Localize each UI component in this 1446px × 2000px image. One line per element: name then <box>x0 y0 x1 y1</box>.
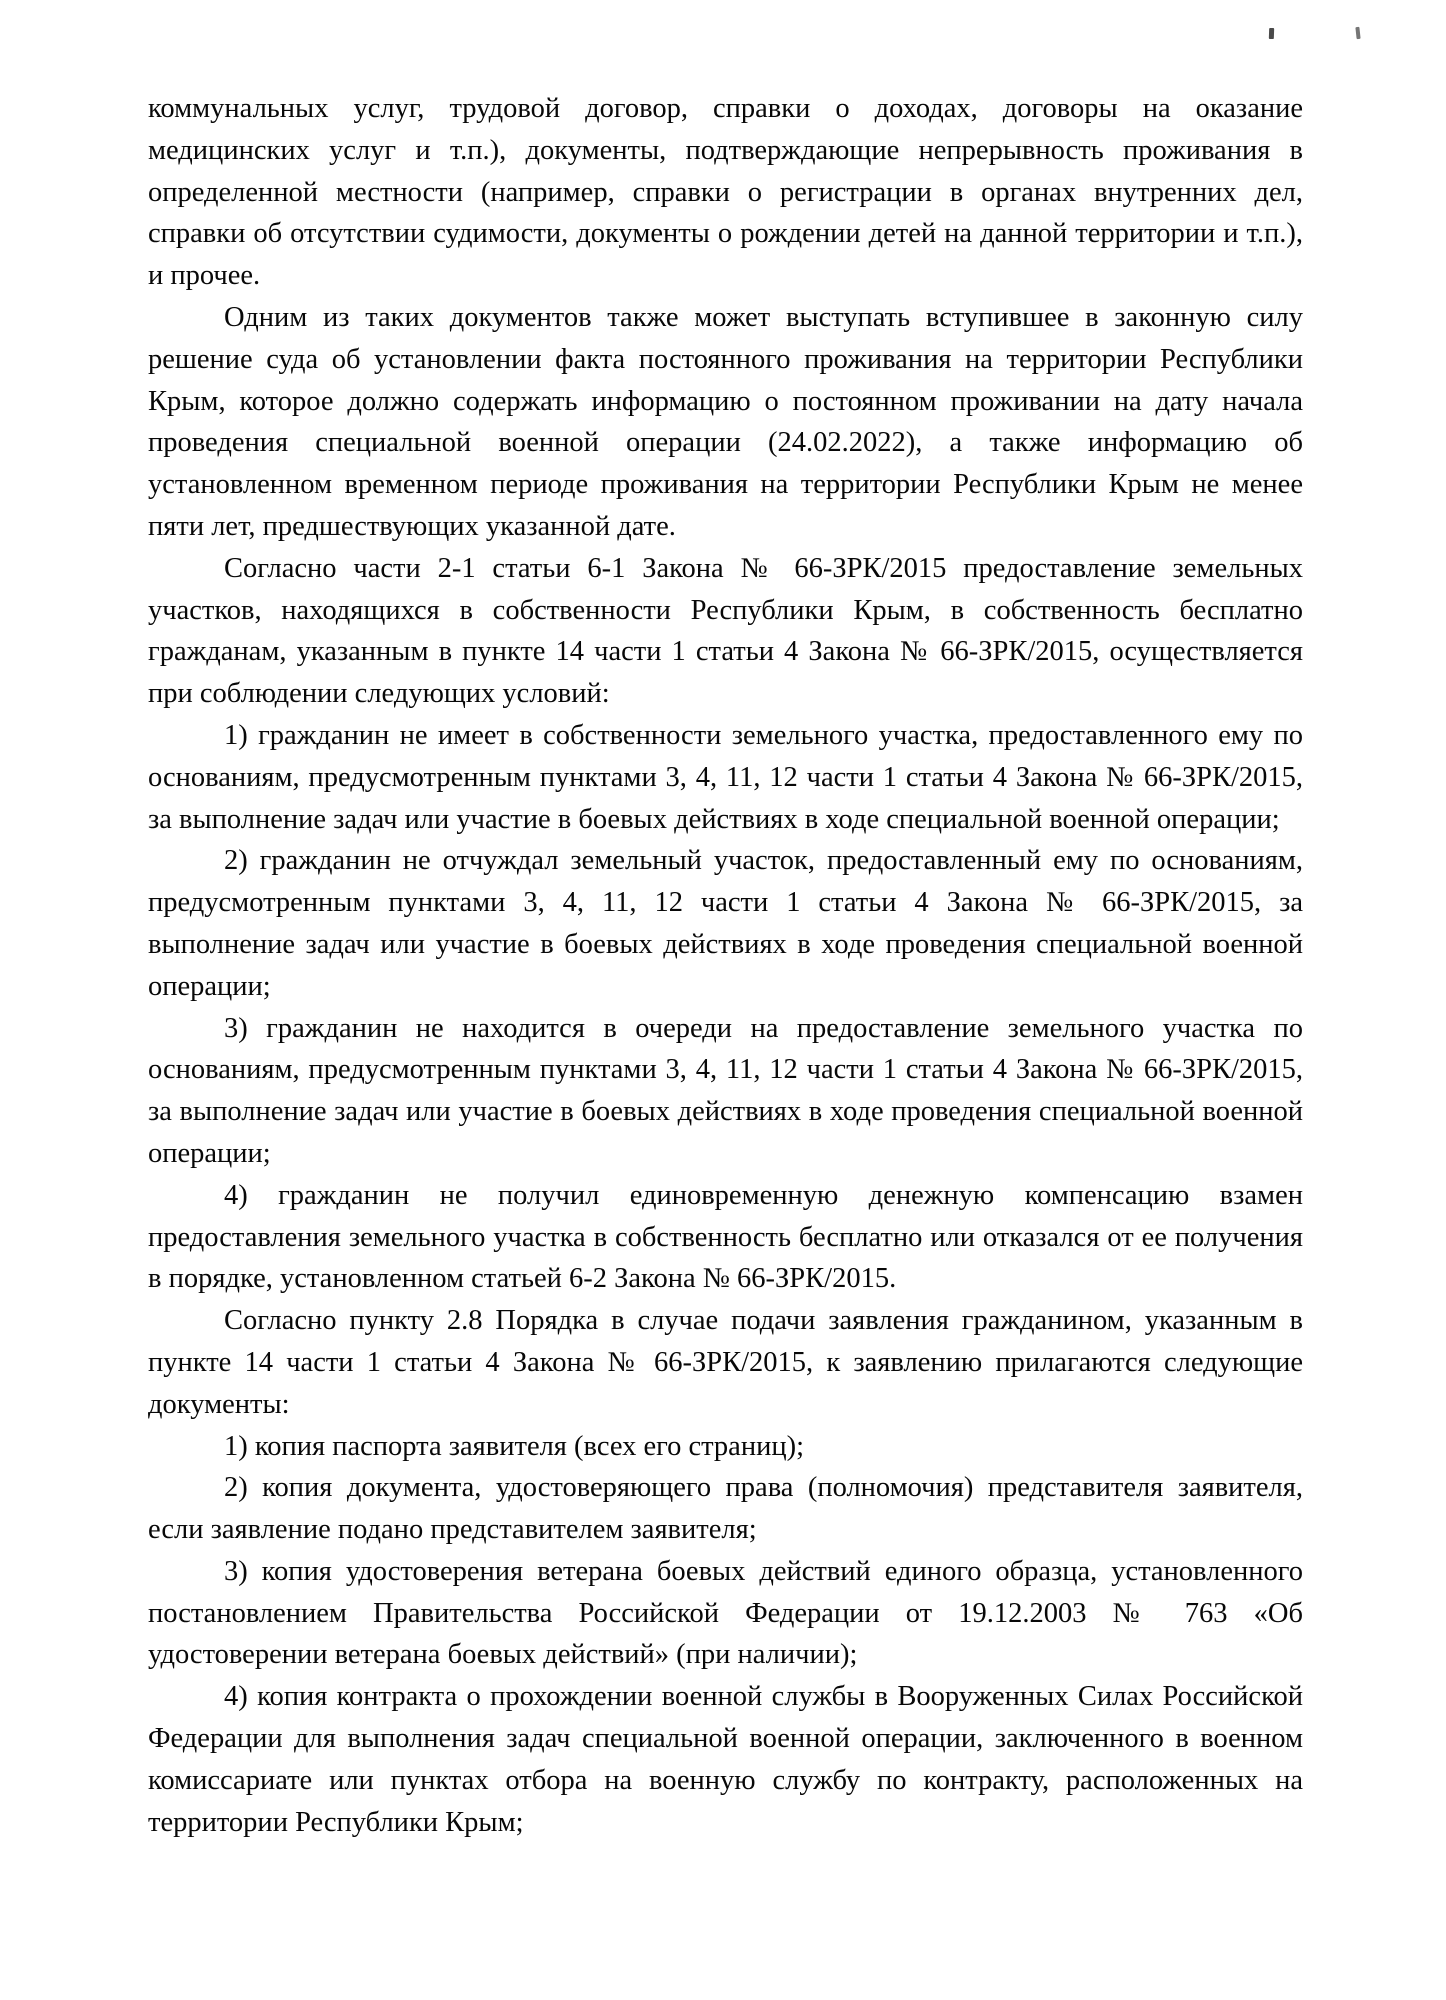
paragraph-court-decision: Одним из таких документов также может выступать вступившее в законную силу решение суда об установлении факта постоянного проживания на территории Республики Крым, которое должно содержать информацию о постоянном проживании на дату начала проведения специальной военной операции (24.02.2022), а также информацию об установленном временном периоде проживания на территории Республики Крым не менее пяти лет, предшествующих указанной дате. <box>148 301 1303 542</box>
paragraph-article-2-1: Согласно части 2-1 статьи 6-1 Закона № 66-ЗРК/2015 предоставление земельных участков, находящихся в собственности Республики Крым, в собственность бесплатно гражданам, указанным в пункте 14 части 1 статьи 4 Закона № 66-ЗРК/2015, осуществляется при соблюдении следующих условий: <box>148 552 1303 710</box>
list-item-condition-1: 1) гражданин не имеет в собственности земельного участка, предоставленного ему по основаниям, предусмотренным пунктами 3, 4, 11, 12 части 1 статьи 4 Закона № 66-ЗРК/2015, за выполнение задач или участие в боевых действиях в ходе специальной военной операции; <box>148 719 1303 835</box>
list-item-document-1: 1) копия паспорта заявителя (всех его страниц); <box>224 1430 804 1462</box>
document-body <box>148 88 1303 1843</box>
paragraph-continuation: коммунальных услуг, трудовой договор, справки о доходах, договоры на оказание медицинских услуг и т.п.), документы, подтверждающие непрерывность проживания в определенной местности (например, справки о регистрации в органах внутренних дел, справки об отсутствии судимости, документы о рождении детей на данной территории и т.п.), и прочее. <box>148 93 1303 292</box>
scan-speck-icon <box>1355 27 1360 39</box>
paragraph-point-2-8: Согласно пункту 2.8 Порядка в случае подачи заявления гражданином, указанным в пункте 14 части 1 статьи 4 Закона № 66-ЗРК/2015, к заявлению прилагаются следующие документы: <box>148 1305 1303 1420</box>
list-item-condition-2: 2) гражданин не отчуждал земельный участок, предоставленный ему по основаниям, предусмотренным пунктами 3, 4, 11, 12 части 1 статьи 4 Закона № 66-ЗРК/2015, за выполнение задач или участие в боевых действиях в ходе проведения специальной военной операции; <box>148 845 1303 1002</box>
scan-speck-icon <box>1269 28 1274 39</box>
list-item-condition-4: 4) гражданин не получил единовременную денежную компенсацию взамен предоставления земельного участка в собственность бесплатно или отказался от ее получения в порядке, установленном статьей 6-2 Закона № 66-ЗРК/2015. <box>148 1179 1303 1295</box>
list-item-condition-3: 3) гражданин не находится в очереди на предоставление земельного участка по основаниям, предусмотренным пунктами 3, 4, 11, 12 части 1 статьи 4 Закона № 66-ЗРК/2015, за выполнение задач или участие в боевых действиях в ходе проведения специальной военной операции; <box>148 1012 1303 1169</box>
scan-artifact-group <box>0 0 1446 80</box>
list-item-document-4: 4) копия контракта о прохождении военной службы в Вооруженных Силах Российской Федерации для выполнения задач специальной военной операции, заключенного в военном комиссариате или пунктах отбора на военную службу по контракту, расположенных на территории Республики Крым; <box>148 1681 1303 1838</box>
list-item-document-2: 2) копия документа, удостоверяющего права (полномочия) представителя заявителя, если заявление подано представителем заявителя; <box>148 1472 1303 1546</box>
list-item-document-3: 3) копия удостоверения ветерана боевых действий единого образца, установленного постановлением Правительства Российской Федерации от 19.12.2003 № 763 «Об удостоверении ветерана боевых действий» (при наличии); <box>148 1555 1303 1671</box>
